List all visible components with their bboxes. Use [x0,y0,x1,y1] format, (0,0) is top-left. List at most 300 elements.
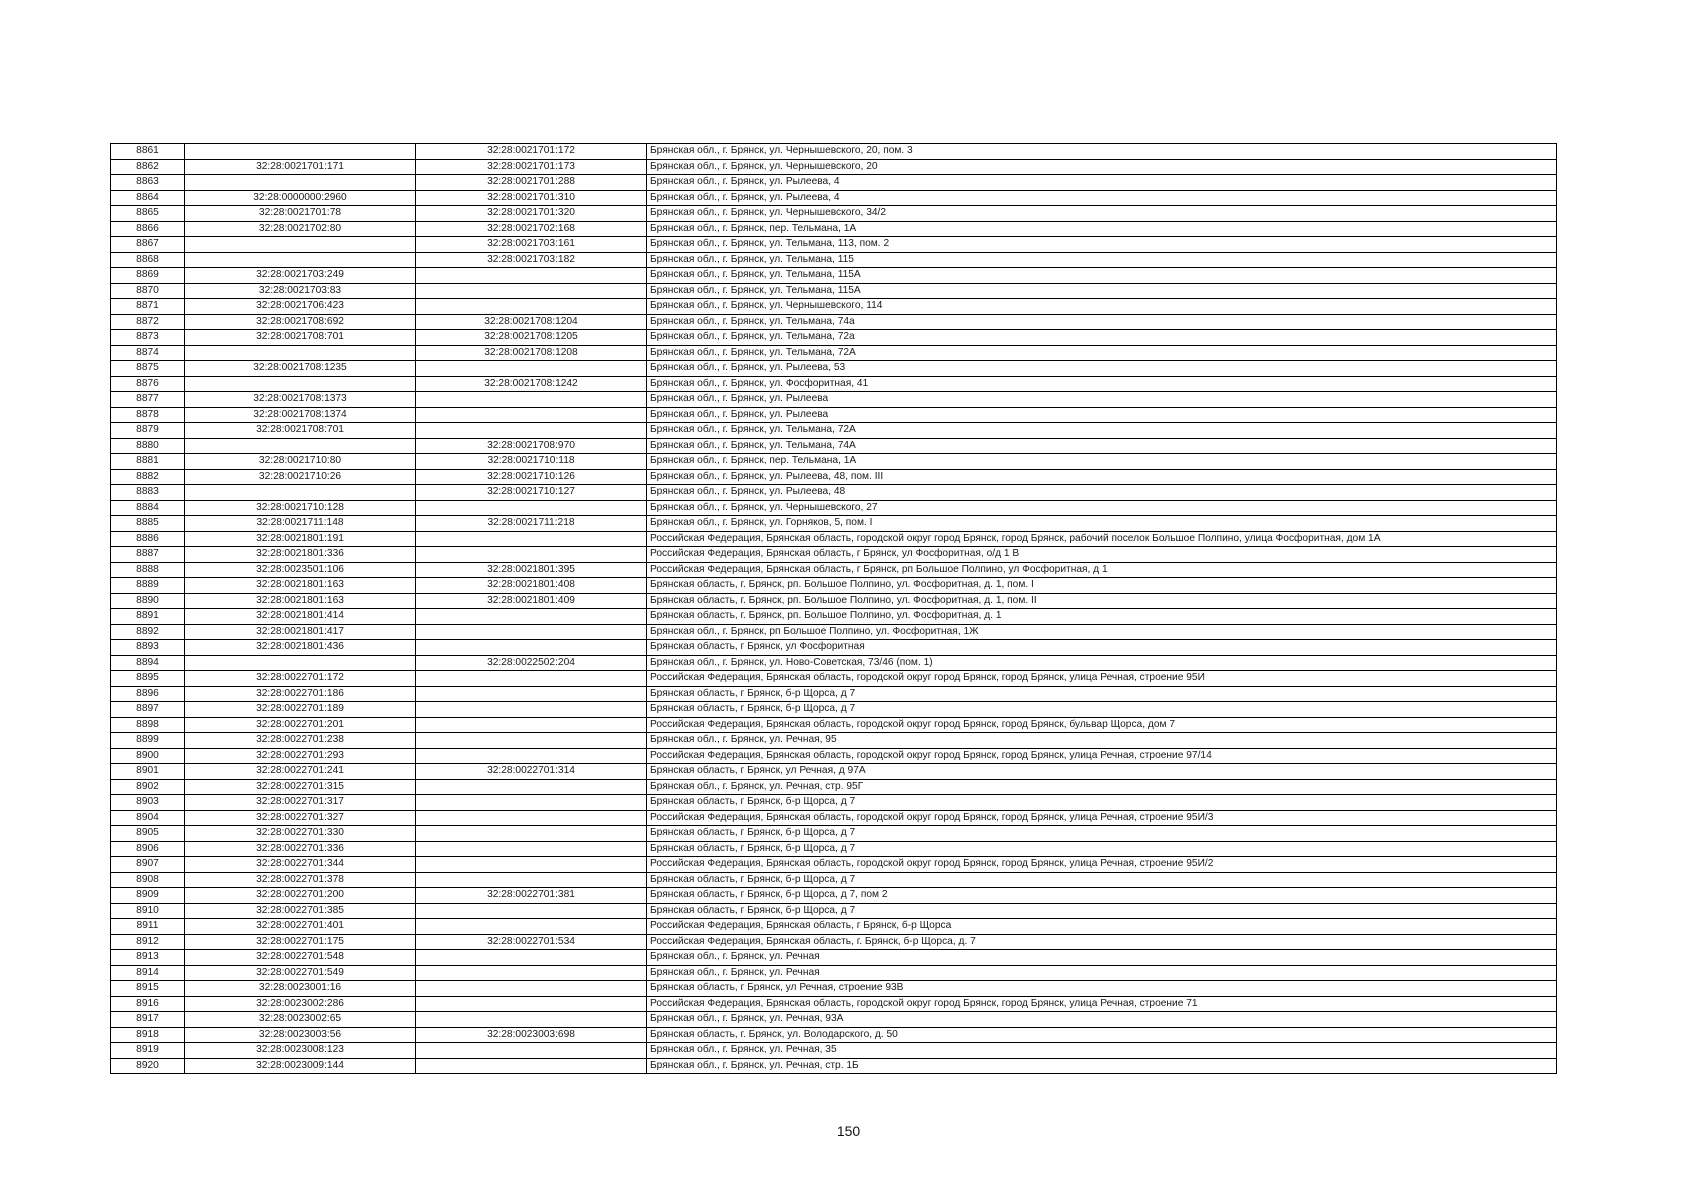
cadastral-number-cell: 32:28:0021703:249 [185,268,416,284]
related-cadastral-number-cell [416,268,647,284]
address-cell: Российская Федерация, Брянская область, г Брянск, ул Фосфоритная, о/д 1 В [647,547,1557,563]
address-cell: Брянская обл., г. Брянск, ул. Чернышевского, 114 [647,299,1557,315]
table-row [111,283,1557,299]
cadastral-number-cell [185,376,416,392]
address-cell: Брянская обл., г. Брянск, ул. Тельмана, 115 [647,252,1557,268]
related-cadastral-number-cell [416,733,647,749]
row-number-cell: 8868 [111,252,185,268]
table-row [111,392,1557,408]
row-number-cell: 8918 [111,1027,185,1043]
related-cadastral-number-cell [416,903,647,919]
cadastral-number-cell: 32:28:0022701:201 [185,717,416,733]
related-cadastral-number-cell [416,965,647,981]
table-row [111,872,1557,888]
row-number-cell: 8911 [111,919,185,935]
row-number-cell: 8874 [111,345,185,361]
row-number-cell: 8882 [111,469,185,485]
address-cell: Брянская область, г Брянск, б-р Щорса, д 7 [647,903,1557,919]
address-cell: Брянская область, г Брянск, б-р Щорса, д 7 [647,872,1557,888]
related-cadastral-number-cell: 32:28:0021701:288 [416,175,647,191]
related-cadastral-number-cell [416,531,647,547]
related-cadastral-number-cell: 32:28:0021801:395 [416,562,647,578]
cadastral-number-cell [185,237,416,253]
address-cell: Брянская обл., г. Брянск, ул. Тельмана, 74а [647,314,1557,330]
cadastral-number-cell: 32:28:0022701:186 [185,686,416,702]
row-number-cell: 8906 [111,841,185,857]
row-number-cell: 8902 [111,779,185,795]
related-cadastral-number-cell: 32:28:0021710:126 [416,469,647,485]
address-cell: Брянская обл., г. Брянск, ул. Речная, 93А [647,1012,1557,1028]
related-cadastral-number-cell: 32:28:0022701:381 [416,888,647,904]
address-cell: Брянская область, г. Брянск, рп. Большое Полпино, ул. Фосфоритная, д. 1 [647,609,1557,625]
row-number-cell: 8908 [111,872,185,888]
related-cadastral-number-cell [416,810,647,826]
related-cadastral-number-cell: 32:28:0021708:970 [416,438,647,454]
related-cadastral-number-cell [416,624,647,640]
related-cadastral-number-cell [416,283,647,299]
related-cadastral-number-cell [416,392,647,408]
cadastral-number-cell: 32:28:0021801:336 [185,547,416,563]
related-cadastral-number-cell [416,872,647,888]
row-number-cell: 8905 [111,826,185,842]
row-number-cell: 8891 [111,609,185,625]
row-number-cell: 8872 [111,314,185,330]
cadastral-number-cell: 32:28:0023002:65 [185,1012,416,1028]
row-number-cell: 8866 [111,221,185,237]
cadastral-number-cell: 32:28:0022701:238 [185,733,416,749]
row-number-cell: 8890 [111,593,185,609]
cadastral-number-cell [185,485,416,501]
related-cadastral-number-cell [416,671,647,687]
table-row [111,1043,1557,1059]
cadastral-number-cell: 32:28:0022701:200 [185,888,416,904]
table-row [111,314,1557,330]
table-row [111,469,1557,485]
related-cadastral-number-cell [416,748,647,764]
table-row [111,950,1557,966]
address-cell: Брянская обл., г. Брянск, ул. Рылеева [647,392,1557,408]
row-number-cell: 8875 [111,361,185,377]
table-row [111,485,1557,501]
row-number-cell: 8869 [111,268,185,284]
address-cell: Брянская обл., г. Брянск, пер. Тельмана, 1А [647,454,1557,470]
cadastral-number-cell: 32:28:0022701:401 [185,919,416,935]
table-row [111,330,1557,346]
cadastral-number-cell: 32:28:0021708:701 [185,330,416,346]
cadastral-number-cell: 32:28:0021801:414 [185,609,416,625]
related-cadastral-number-cell [416,717,647,733]
address-cell: Брянская область, г. Брянск, рп. Большое Полпино, ул. Фосфоритная, д. 1, пом. II [647,593,1557,609]
table-row [111,686,1557,702]
cadastral-number-cell: 32:28:0023002:286 [185,996,416,1012]
row-number-cell: 8899 [111,733,185,749]
cadastral-number-cell: 32:28:0021708:1235 [185,361,416,377]
cadastral-number-cell: 32:28:0022701:317 [185,795,416,811]
table-row [111,516,1557,532]
address-cell: Брянская область, г Брянск, б-р Щорса, д 7 [647,841,1557,857]
cadastral-number-cell: 32:28:0022701:330 [185,826,416,842]
address-cell: Российская Федерация, Брянская область, городской округ город Брянск, город Брянск, улица Речная, строение 71 [647,996,1557,1012]
row-number-cell: 8907 [111,857,185,873]
row-number-cell: 8878 [111,407,185,423]
related-cadastral-number-cell: 32:28:0022701:314 [416,764,647,780]
table-row [111,190,1557,206]
cadastral-number-cell: 32:28:0023008:123 [185,1043,416,1059]
row-number-cell: 8917 [111,1012,185,1028]
row-number-cell: 8886 [111,531,185,547]
address-cell: Российская Федерация, Брянская область, городской округ город Брянск, город Брянск, бульвар Щорса, дом 7 [647,717,1557,733]
cadastral-number-cell: 32:28:0021706:423 [185,299,416,315]
address-cell: Брянская обл., г. Брянск, ул. Тельмана, 74А [647,438,1557,454]
table-row [111,655,1557,671]
related-cadastral-number-cell: 32:28:0021708:1242 [416,376,647,392]
address-cell: Брянская обл., г. Брянск, ул. Речная, 35 [647,1043,1557,1059]
table-row [111,237,1557,253]
address-cell: Брянская область, г Брянск, б-р Щорса, д 7, пом 2 [647,888,1557,904]
address-cell: Брянская область, г Брянск, б-р Щорса, д 7 [647,795,1557,811]
table-row [111,531,1557,547]
address-cell: Брянская обл., г. Брянск, ул. Горняков, 5, пом. I [647,516,1557,532]
address-cell: Брянская обл., г. Брянск, ул. Тельмана, 113, пом. 2 [647,237,1557,253]
table-row [111,996,1557,1012]
table-row [111,345,1557,361]
row-number-cell: 8912 [111,934,185,950]
address-cell: Брянская обл., г. Брянск, ул. Тельмана, 72А [647,423,1557,439]
address-cell: Брянская обл., г. Брянск, ул. Рылеева, 53 [647,361,1557,377]
table-row [111,717,1557,733]
address-cell: Брянская обл., г. Брянск, рп Большое Полпино, ул. Фосфоритная, 1Ж [647,624,1557,640]
table-row [111,919,1557,935]
cadastral-number-cell: 32:28:0022701:189 [185,702,416,718]
related-cadastral-number-cell [416,299,647,315]
address-cell: Брянская обл., г. Брянск, ул. Ново-Советская, 73/46 (пом. 1) [647,655,1557,671]
address-cell: Брянская обл., г. Брянск, ул. Чернышевского, 34/2 [647,206,1557,222]
address-cell: Брянская обл., г. Брянск, ул. Рылеева [647,407,1557,423]
related-cadastral-number-cell: 32:28:0021710:118 [416,454,647,470]
cadastral-number-cell: 32:28:0022701:327 [185,810,416,826]
cadastral-number-cell: 32:28:0022701:315 [185,779,416,795]
row-number-cell: 8873 [111,330,185,346]
table-row [111,361,1557,377]
related-cadastral-number-cell [416,500,647,516]
address-cell: Брянская обл., г. Брянск, ул. Тельмана, 115А [647,268,1557,284]
table-row [111,144,1557,160]
address-cell: Российская Федерация, Брянская область, г Брянск, рп Большое Полпино, ул Фосфоритная, д 1 [647,562,1557,578]
address-cell: Брянская обл., г. Брянск, ул. Тельмана, 72А [647,345,1557,361]
row-number-cell: 8879 [111,423,185,439]
cadastral-number-cell: 32:28:0022701:385 [185,903,416,919]
row-number-cell: 8895 [111,671,185,687]
related-cadastral-number-cell [416,547,647,563]
address-cell: Брянская обл., г. Брянск, ул. Фосфоритная, 41 [647,376,1557,392]
cadastral-number-cell: 32:28:0021708:1373 [185,392,416,408]
table-row [111,702,1557,718]
address-cell: Брянская область, г Брянск, ул Речная, строение 93В [647,981,1557,997]
row-number-cell: 8915 [111,981,185,997]
cadastral-number-cell: 32:28:0021801:436 [185,640,416,656]
row-number-cell: 8913 [111,950,185,966]
row-number-cell: 8889 [111,578,185,594]
table-row [111,175,1557,191]
row-number-cell: 8896 [111,686,185,702]
related-cadastral-number-cell: 32:28:0021703:182 [416,252,647,268]
registry-table-body [111,144,1557,1074]
table-row [111,888,1557,904]
related-cadastral-number-cell: 32:28:0021701:310 [416,190,647,206]
cadastral-number-cell: 32:28:0021708:1374 [185,407,416,423]
row-number-cell: 8919 [111,1043,185,1059]
address-cell: Брянская область, г Брянск, б-р Щорса, д 7 [647,702,1557,718]
related-cadastral-number-cell: 32:28:0021701:173 [416,159,647,175]
row-number-cell: 8916 [111,996,185,1012]
row-number-cell: 8901 [111,764,185,780]
table-row [111,965,1557,981]
cadastral-number-cell: 32:28:0022701:175 [185,934,416,950]
address-cell: Брянская область, г Брянск, б-р Щорса, д 7 [647,686,1557,702]
table-row [111,423,1557,439]
table-row [111,764,1557,780]
address-cell: Брянская область, г Брянск, ул Речная, д 97А [647,764,1557,780]
related-cadastral-number-cell [416,407,647,423]
cadastral-number-cell: 32:28:0021801:163 [185,593,416,609]
cadastral-number-cell [185,144,416,160]
cadastral-number-cell: 32:28:0022701:172 [185,671,416,687]
row-number-cell: 8881 [111,454,185,470]
row-number-cell: 8863 [111,175,185,191]
address-cell: Брянская обл., г. Брянск, пер. Тельмана, 1А [647,221,1557,237]
table-row [111,1012,1557,1028]
related-cadastral-number-cell [416,361,647,377]
related-cadastral-number-cell [416,857,647,873]
address-cell: Российская Федерация, Брянская область, городской округ город Брянск, город Брянск, улица Речная, строение 95И [647,671,1557,687]
table-row [111,578,1557,594]
address-cell: Российская Федерация, Брянская область, городской округ город Брянск, город Брянск, рабочий поселок Большое Полпино, улица Фосфоритная, дом 1А [647,531,1557,547]
related-cadastral-number-cell: 32:28:0021701:172 [416,144,647,160]
table-row [111,252,1557,268]
cadastral-number-cell: 32:28:0023501:106 [185,562,416,578]
cadastral-number-cell: 32:28:0021710:26 [185,469,416,485]
cadastral-number-cell: 32:28:0021708:692 [185,314,416,330]
related-cadastral-number-cell [416,981,647,997]
table-row [111,624,1557,640]
related-cadastral-number-cell: 32:28:0021711:218 [416,516,647,532]
address-cell: Брянская обл., г. Брянск, ул. Тельмана, 115А [647,283,1557,299]
cadastral-number-cell: 32:28:0022701:548 [185,950,416,966]
related-cadastral-number-cell: 32:28:0022502:204 [416,655,647,671]
address-cell: Брянская обл., г. Брянск, ул. Рылеева, 48 [647,485,1557,501]
related-cadastral-number-cell: 32:28:0021708:1205 [416,330,647,346]
row-number-cell: 8903 [111,795,185,811]
related-cadastral-number-cell [416,1012,647,1028]
address-cell: Брянская обл., г. Брянск, ул. Рылеева, 48, пом. III [647,469,1557,485]
cadastral-number-cell: 32:28:0022701:293 [185,748,416,764]
row-number-cell: 8892 [111,624,185,640]
related-cadastral-number-cell [416,841,647,857]
table-row [111,748,1557,764]
row-number-cell: 8864 [111,190,185,206]
address-cell: Российская Федерация, Брянская область, городской округ город Брянск, город Брянск, улица Речная, строение 95И/2 [647,857,1557,873]
table-row [111,159,1557,175]
table-row [111,593,1557,609]
table-row [111,779,1557,795]
related-cadastral-number-cell [416,950,647,966]
row-number-cell: 8867 [111,237,185,253]
table-row [111,1058,1557,1074]
address-cell: Брянская область, г. Брянск, рп. Большое Полпино, ул. Фосфоритная, д. 1, пом. I [647,578,1557,594]
address-cell: Брянская обл., г. Брянск, ул. Тельмана, 72а [647,330,1557,346]
row-number-cell: 8861 [111,144,185,160]
related-cadastral-number-cell [416,826,647,842]
address-cell: Брянская обл., г. Брянск, ул. Речная [647,965,1557,981]
cadastral-number-cell: 32:28:0021801:191 [185,531,416,547]
row-number-cell: 8894 [111,655,185,671]
related-cadastral-number-cell [416,1043,647,1059]
cadastral-number-cell: 32:28:0022701:378 [185,872,416,888]
registry-table [110,143,1557,1074]
address-cell: Брянская область, г Брянск, ул Фосфоритная [647,640,1557,656]
related-cadastral-number-cell: 32:28:0023003:698 [416,1027,647,1043]
row-number-cell: 8887 [111,547,185,563]
table-row [111,671,1557,687]
related-cadastral-number-cell: 32:28:0021701:320 [416,206,647,222]
row-number-cell: 8880 [111,438,185,454]
cadastral-number-cell [185,438,416,454]
address-cell: Российская Федерация, Брянская область, г. Брянск, б-р Щорса, д. 7 [647,934,1557,950]
cadastral-number-cell: 32:28:0021702:80 [185,221,416,237]
cadastral-number-cell: 32:28:0021701:78 [185,206,416,222]
related-cadastral-number-cell: 32:28:0021801:408 [416,578,647,594]
related-cadastral-number-cell: 32:28:0021801:409 [416,593,647,609]
related-cadastral-number-cell: 32:28:0021710:127 [416,485,647,501]
row-number-cell: 8885 [111,516,185,532]
related-cadastral-number-cell [416,919,647,935]
table-row [111,438,1557,454]
address-cell: Брянская обл., г. Брянск, ул. Речная, 95 [647,733,1557,749]
row-number-cell: 8883 [111,485,185,501]
table-row [111,562,1557,578]
related-cadastral-number-cell [416,702,647,718]
row-number-cell: 8904 [111,810,185,826]
related-cadastral-number-cell: 32:28:0021702:168 [416,221,647,237]
cadastral-number-cell: 32:28:0021801:417 [185,624,416,640]
row-number-cell: 8897 [111,702,185,718]
address-cell: Российская Федерация, Брянская область, г Брянск, б-р Щорса [647,919,1557,935]
address-cell: Брянская обл., г. Брянск, ул. Рылеева, 4 [647,175,1557,191]
address-cell: Российская Федерация, Брянская область, городской округ город Брянск, город Брянск, улица Речная, строение 95И/3 [647,810,1557,826]
cadastral-number-cell: 32:28:0022701:241 [185,764,416,780]
row-number-cell: 8914 [111,965,185,981]
cadastral-number-cell [185,345,416,361]
address-cell: Брянская обл., г. Брянск, ул. Чернышевского, 20, пом. 3 [647,144,1557,160]
cadastral-number-cell: 32:28:0021711:148 [185,516,416,532]
cadastral-number-cell: 32:28:0022701:344 [185,857,416,873]
row-number-cell: 8920 [111,1058,185,1074]
table-row [111,857,1557,873]
table-row [111,454,1557,470]
related-cadastral-number-cell: 32:28:0022701:534 [416,934,647,950]
table-row [111,376,1557,392]
row-number-cell: 8870 [111,283,185,299]
cadastral-number-cell [185,655,416,671]
table-row [111,934,1557,950]
cadastral-number-cell: 32:28:0021701:171 [185,159,416,175]
related-cadastral-number-cell [416,640,647,656]
address-cell: Брянская обл., г. Брянск, ул. Чернышевского, 27 [647,500,1557,516]
address-cell: Брянская обл., г. Брянск, ул. Речная, стр. 1Б [647,1058,1557,1074]
row-number-cell: 8877 [111,392,185,408]
address-cell: Брянская обл., г. Брянск, ул. Речная [647,950,1557,966]
table-row [111,299,1557,315]
table-row [111,609,1557,625]
cadastral-number-cell: 32:28:0021801:163 [185,578,416,594]
row-number-cell: 8898 [111,717,185,733]
table-row [111,500,1557,516]
cadastral-number-cell: 32:28:0023009:144 [185,1058,416,1074]
table-row [111,826,1557,842]
address-cell: Российская Федерация, Брянская область, городской округ город Брянск, город Брянск, улица Речная, строение 97/14 [647,748,1557,764]
row-number-cell: 8900 [111,748,185,764]
row-number-cell: 8909 [111,888,185,904]
row-number-cell: 8888 [111,562,185,578]
cadastral-number-cell: 32:28:0021703:83 [185,283,416,299]
cadastral-number-cell: 32:28:0023001:16 [185,981,416,997]
row-number-cell: 8910 [111,903,185,919]
cadastral-number-cell: 32:28:0021708:701 [185,423,416,439]
related-cadastral-number-cell: 32:28:0021703:161 [416,237,647,253]
table-row [111,221,1557,237]
address-cell: Брянская обл., г. Брянск, ул. Чернышевского, 20 [647,159,1557,175]
related-cadastral-number-cell [416,996,647,1012]
address-cell: Брянская область, г Брянск, б-р Щорса, д 7 [647,826,1557,842]
related-cadastral-number-cell: 32:28:0021708:1204 [416,314,647,330]
address-cell: Брянская обл., г. Брянск, ул. Речная, стр. 95Г [647,779,1557,795]
cadastral-number-cell: 32:28:0021710:128 [185,500,416,516]
table-row [111,795,1557,811]
page-number: 150 [836,1123,861,1139]
cadastral-number-cell [185,175,416,191]
table-row [111,903,1557,919]
address-cell: Брянская обл., г. Брянск, ул. Рылеева, 4 [647,190,1557,206]
cadastral-number-cell: 32:28:0000000:2960 [185,190,416,206]
related-cadastral-number-cell [416,686,647,702]
cadastral-number-cell: 32:28:0022701:549 [185,965,416,981]
row-number-cell: 8893 [111,640,185,656]
table-row [111,1027,1557,1043]
related-cadastral-number-cell [416,795,647,811]
row-number-cell: 8884 [111,500,185,516]
cadastral-number-cell [185,252,416,268]
table-row [111,547,1557,563]
row-number-cell: 8876 [111,376,185,392]
row-number-cell: 8862 [111,159,185,175]
table-row [111,268,1557,284]
table-row [111,981,1557,997]
table-row [111,810,1557,826]
address-cell: Брянская область, г. Брянск, ул. Володарского, д. 50 [647,1027,1557,1043]
row-number-cell: 8865 [111,206,185,222]
related-cadastral-number-cell [416,779,647,795]
table-row [111,206,1557,222]
cadastral-number-cell: 32:28:0022701:336 [185,841,416,857]
table-row [111,733,1557,749]
cadastral-number-cell: 32:28:0021710:80 [185,454,416,470]
table-row [111,640,1557,656]
row-number-cell: 8871 [111,299,185,315]
related-cadastral-number-cell [416,609,647,625]
related-cadastral-number-cell: 32:28:0021708:1208 [416,345,647,361]
table-row [111,841,1557,857]
related-cadastral-number-cell [416,423,647,439]
